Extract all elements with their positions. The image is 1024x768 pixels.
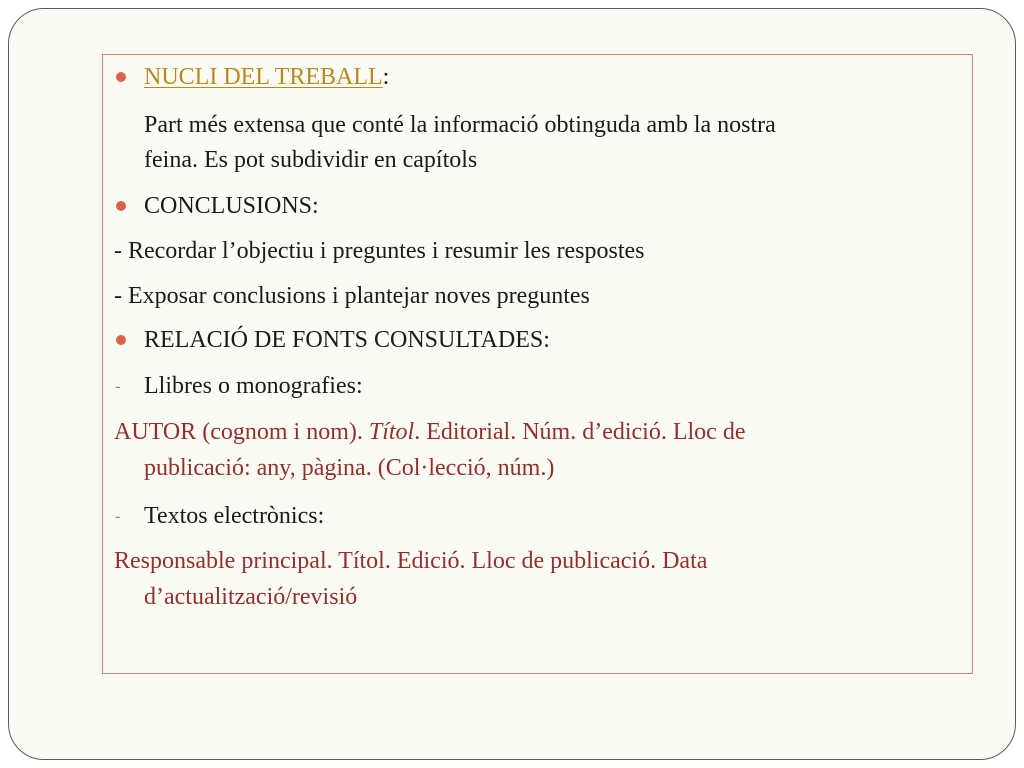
conclusions-heading: CONCLUSIONS: [144, 193, 319, 219]
llibres-format-italic: Títol [368, 419, 415, 445]
nucli-link[interactable]: NUCLI DEL TREBALL [144, 64, 383, 90]
conclusions-item-1: - Recordar l’objectiu i preguntes i resumir les respostes [114, 238, 645, 264]
nucli-description-line1: Part més extensa que conté la informació obtinguda amb la nostra [144, 112, 776, 138]
nucli-description-line2: feina. Es pot subdividir en capítols [144, 147, 478, 173]
bullet-icon [116, 335, 126, 345]
dash-marker: - [115, 378, 121, 395]
fonts-heading: RELACIÓ DE FONTS CONSULTADES: [144, 327, 550, 353]
nucli-colon: : [382, 64, 390, 90]
llibres-format-line1 [114, 415, 745, 450]
bullet-icon [116, 72, 126, 82]
bullet-icon [116, 201, 126, 211]
llibres-format-line2: publicació: any, pàgina. (Col·lecció, núm.) [144, 455, 555, 481]
conclusions-item-2: - Exposar conclusions i plantejar noves preguntes [114, 283, 590, 309]
llibres-label: Llibres o monografies: [144, 373, 363, 399]
textos-label: Textos electrònics: [144, 503, 325, 529]
llibres-format-a: AUTOR (cognom i nom). [114, 419, 369, 445]
llibres-format-b: . Editorial. Núm. d’edició. Lloc de [414, 419, 746, 445]
nucli-heading [144, 60, 389, 95]
dash-marker: - [115, 508, 121, 525]
textos-format-line1: Responsable principal. Títol. Edició. Lloc de publicació. Data [114, 548, 708, 574]
textos-format-line2: d’actualització/revisió [144, 584, 358, 610]
